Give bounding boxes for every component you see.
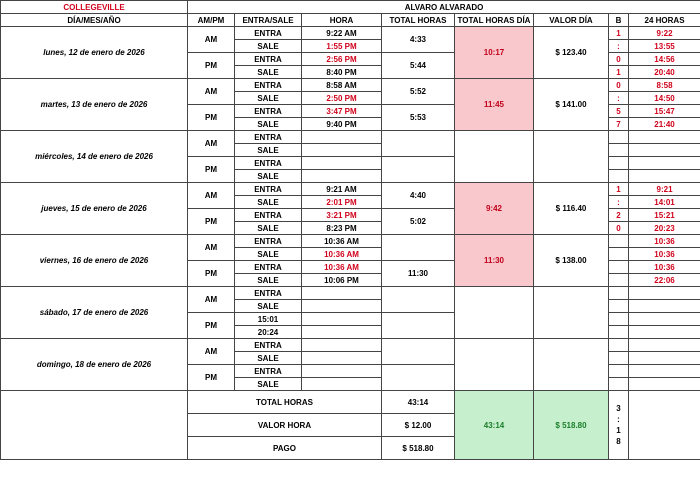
time-cell[interactable]: 10:36 AM [302, 261, 382, 274]
day-value: $ 116.40 [534, 183, 609, 235]
b-cell [609, 365, 629, 378]
time-24h [629, 170, 700, 183]
period-total: 4:40 [382, 183, 455, 209]
ampm-label: AM [188, 339, 235, 365]
ampm-label: AM [188, 27, 235, 53]
period-total: 5:44 [382, 53, 455, 79]
day-date: lunes, 12 de enero de 2026 [1, 27, 188, 79]
time-24h [629, 313, 700, 326]
b-cell [609, 170, 629, 183]
time-cell[interactable]: 3:47 PM [302, 105, 382, 118]
time-cell[interactable]: 10:36 AM [302, 235, 382, 248]
time-cell[interactable]: 8:23 PM [302, 222, 382, 235]
day-row [1, 339, 700, 352]
entra-sale-label: ENTRA [235, 209, 302, 222]
entra-sale-label: SALE [235, 222, 302, 235]
time-24h [629, 339, 700, 352]
ampm-label: PM [188, 313, 235, 339]
ampm-label: PM [188, 209, 235, 235]
entra-sale-label: SALE [235, 40, 302, 53]
time-24h [629, 365, 700, 378]
day-value: $ 123.40 [534, 27, 609, 79]
b-cell [609, 274, 629, 287]
day-date: miércoles, 14 de enero de 2026 [1, 131, 188, 183]
col-entra-sale: ENTRA/SALE [235, 14, 302, 27]
day-value [534, 131, 609, 183]
b-cell [609, 248, 629, 261]
time-24h: 15:47 [629, 105, 700, 118]
time-24h [629, 326, 700, 339]
time-24h: 21:40 [629, 118, 700, 131]
time-24h: 14:01 [629, 196, 700, 209]
period-total: 5:52 [382, 79, 455, 105]
entra-sale-label: ENTRA [235, 131, 302, 144]
time-24h [629, 352, 700, 365]
time-24h: 10:36 [629, 261, 700, 274]
b-cell [609, 261, 629, 274]
b-cell: 1 [609, 183, 629, 196]
time-cell[interactable]: 9:22 AM [302, 27, 382, 40]
time-cell[interactable] [302, 287, 382, 300]
entra-sale-label: ENTRA [235, 27, 302, 40]
day-row [1, 235, 700, 248]
time-cell[interactable] [302, 365, 382, 378]
period-total: 11:30 [382, 261, 455, 287]
time-cell[interactable]: 2:01 PM [302, 196, 382, 209]
day-total: 11:45 [455, 79, 534, 131]
time-cell[interactable] [302, 313, 382, 326]
entra-sale-label: SALE [235, 66, 302, 79]
entra-sale-label: ENTRA [235, 53, 302, 66]
col-hora: HORA [302, 14, 382, 27]
summary-label: VALOR HORA [188, 414, 382, 437]
b-cell: : [609, 40, 629, 53]
entra-sale-label: 20:24 [235, 326, 302, 339]
time-cell[interactable] [302, 144, 382, 157]
ampm-label: PM [188, 261, 235, 287]
time-cell[interactable]: 9:21 AM [302, 183, 382, 196]
b-cell [609, 144, 629, 157]
entra-sale-label: SALE [235, 196, 302, 209]
day-date: sábado, 17 de enero de 2026 [1, 287, 188, 339]
b-cell [609, 287, 629, 300]
entra-sale-label: SALE [235, 352, 302, 365]
time-24h: 15:21 [629, 209, 700, 222]
entra-sale-label: 15:01 [235, 313, 302, 326]
entra-sale-label: ENTRA [235, 157, 302, 170]
summary-value: 43:14 [382, 391, 455, 414]
day-total [455, 131, 534, 183]
period-total: 5:02 [382, 209, 455, 235]
period-total [382, 313, 455, 339]
time-cell[interactable] [302, 131, 382, 144]
day-value: $ 141.00 [534, 79, 609, 131]
col-date: DÍA/MES/AÑO [1, 14, 188, 27]
ampm-label: PM [188, 105, 235, 131]
summary-24h [629, 391, 700, 460]
time-cell[interactable]: 8:58 AM [302, 79, 382, 92]
summary-total-dia: 43:14 [455, 391, 534, 460]
col-ampm: AM/PM [188, 14, 235, 27]
b-cell [609, 339, 629, 352]
time-24h: 13:55 [629, 40, 700, 53]
period-total [382, 235, 455, 261]
entra-sale-label: ENTRA [235, 339, 302, 352]
day-date: domingo, 18 de enero de 2026 [1, 339, 188, 391]
entra-sale-label: SALE [235, 274, 302, 287]
entra-sale-label: ENTRA [235, 365, 302, 378]
column-headers [1, 14, 700, 27]
time-cell[interactable]: 10:36 AM [302, 248, 382, 261]
time-cell[interactable] [302, 170, 382, 183]
day-total: 9:42 [455, 183, 534, 235]
ampm-label: PM [188, 53, 235, 79]
time-cell[interactable] [302, 157, 382, 170]
entra-sale-label: SALE [235, 248, 302, 261]
time-24h: 22:06 [629, 274, 700, 287]
period-total: 4:33 [382, 27, 455, 53]
entra-sale-label: SALE [235, 300, 302, 313]
time-24h: 14:56 [629, 53, 700, 66]
entra-sale-label: SALE [235, 144, 302, 157]
store-name: COLLEGEVILLE [1, 1, 188, 14]
day-total [455, 339, 534, 391]
time-cell[interactable]: 9:40 PM [302, 118, 382, 131]
time-cell[interactable]: 10:06 PM [302, 274, 382, 287]
b-cell: 7 [609, 118, 629, 131]
entra-sale-label: ENTRA [235, 287, 302, 300]
time-24h [629, 378, 700, 391]
day-date: jueves, 15 de enero de 2026 [1, 183, 188, 235]
ampm-label: AM [188, 287, 235, 313]
b-cell [609, 326, 629, 339]
b-cell: 1 [609, 27, 629, 40]
time-24h: 10:36 [629, 235, 700, 248]
b-cell [609, 131, 629, 144]
b-cell: 0 [609, 222, 629, 235]
time-cell[interactable]: 3:21 PM [302, 209, 382, 222]
period-total [382, 131, 455, 157]
time-24h [629, 157, 700, 170]
day-row [1, 131, 700, 144]
entra-sale-label: ENTRA [235, 261, 302, 274]
time-cell[interactable]: 8:40 PM [302, 66, 382, 79]
summary-value: $ 518.80 [382, 437, 455, 460]
period-total [382, 339, 455, 365]
summary-valor-total: $ 518.80 [534, 391, 609, 460]
col-valor-dia: VALOR DÍA [534, 14, 609, 27]
ampm-label: AM [188, 79, 235, 105]
col-total-horas: TOTAL HORAS [382, 14, 455, 27]
time-24h [629, 144, 700, 157]
entra-sale-label: ENTRA [235, 235, 302, 248]
ampm-label: PM [188, 365, 235, 391]
ampm-label: AM [188, 235, 235, 261]
entra-sale-label: SALE [235, 92, 302, 105]
time-24h: 9:21 [629, 183, 700, 196]
b-cell: 0 [609, 79, 629, 92]
time-24h: 10:36 [629, 248, 700, 261]
time-24h: 9:22 [629, 27, 700, 40]
day-row [1, 183, 700, 196]
period-total [382, 365, 455, 391]
time-cell[interactable] [302, 300, 382, 313]
period-total [382, 157, 455, 183]
time-cell[interactable] [302, 378, 382, 391]
b-cell: : [609, 92, 629, 105]
time-24h [629, 287, 700, 300]
col-b: B [609, 14, 629, 27]
b-cell: 2 [609, 209, 629, 222]
entra-sale-label: ENTRA [235, 79, 302, 92]
b-cell: 5 [609, 105, 629, 118]
day-date: viernes, 16 de enero de 2026 [1, 235, 188, 287]
day-total [455, 287, 534, 339]
period-total: 5:53 [382, 105, 455, 131]
time-cell[interactable]: 2:56 PM [302, 53, 382, 66]
b-cell [609, 313, 629, 326]
summary-label: PAGO [188, 437, 382, 460]
time-cell[interactable] [302, 339, 382, 352]
summary-spacer [1, 391, 188, 460]
summary-value: $ 12.00 [382, 414, 455, 437]
entra-sale-label: SALE [235, 118, 302, 131]
day-row [1, 79, 700, 92]
time-cell[interactable]: 1:55 PM [302, 40, 382, 53]
summary-label: TOTAL HORAS [188, 391, 382, 414]
day-total: 10:17 [455, 27, 534, 79]
entra-sale-label: ENTRA [235, 105, 302, 118]
time-cell[interactable] [302, 352, 382, 365]
entra-sale-label: SALE [235, 170, 302, 183]
ampm-label: PM [188, 157, 235, 183]
day-value [534, 339, 609, 391]
time-24h: 14:50 [629, 92, 700, 105]
day-total: 11:30 [455, 235, 534, 287]
time-24h [629, 300, 700, 313]
summary-row [1, 391, 700, 414]
ampm-label: AM [188, 183, 235, 209]
day-value: $ 138.00 [534, 235, 609, 287]
time-24h [629, 131, 700, 144]
b-cell [609, 352, 629, 365]
col-total-dia: TOTAL HORAS DÍA [455, 14, 534, 27]
entra-sale-label: ENTRA [235, 183, 302, 196]
b-cell [609, 157, 629, 170]
period-total [382, 287, 455, 313]
time-cell[interactable] [302, 326, 382, 339]
col-24h: 24 HORAS [629, 14, 700, 27]
employee-name: ALVARO ALVARADO [188, 1, 700, 14]
summary-b: 3 : 1 8 [609, 391, 629, 460]
b-cell: 1 [609, 66, 629, 79]
b-cell: : [609, 196, 629, 209]
b-cell [609, 378, 629, 391]
b-cell: 0 [609, 53, 629, 66]
day-value [534, 287, 609, 339]
ampm-label: AM [188, 131, 235, 157]
time-24h: 8:58 [629, 79, 700, 92]
day-row [1, 287, 700, 300]
time-24h: 20:40 [629, 66, 700, 79]
entra-sale-label: SALE [235, 378, 302, 391]
time-24h: 20:23 [629, 222, 700, 235]
day-date: martes, 13 de enero de 2026 [1, 79, 188, 131]
day-row [1, 27, 700, 40]
time-cell[interactable]: 2:50 PM [302, 92, 382, 105]
b-cell [609, 300, 629, 313]
b-cell [609, 235, 629, 248]
